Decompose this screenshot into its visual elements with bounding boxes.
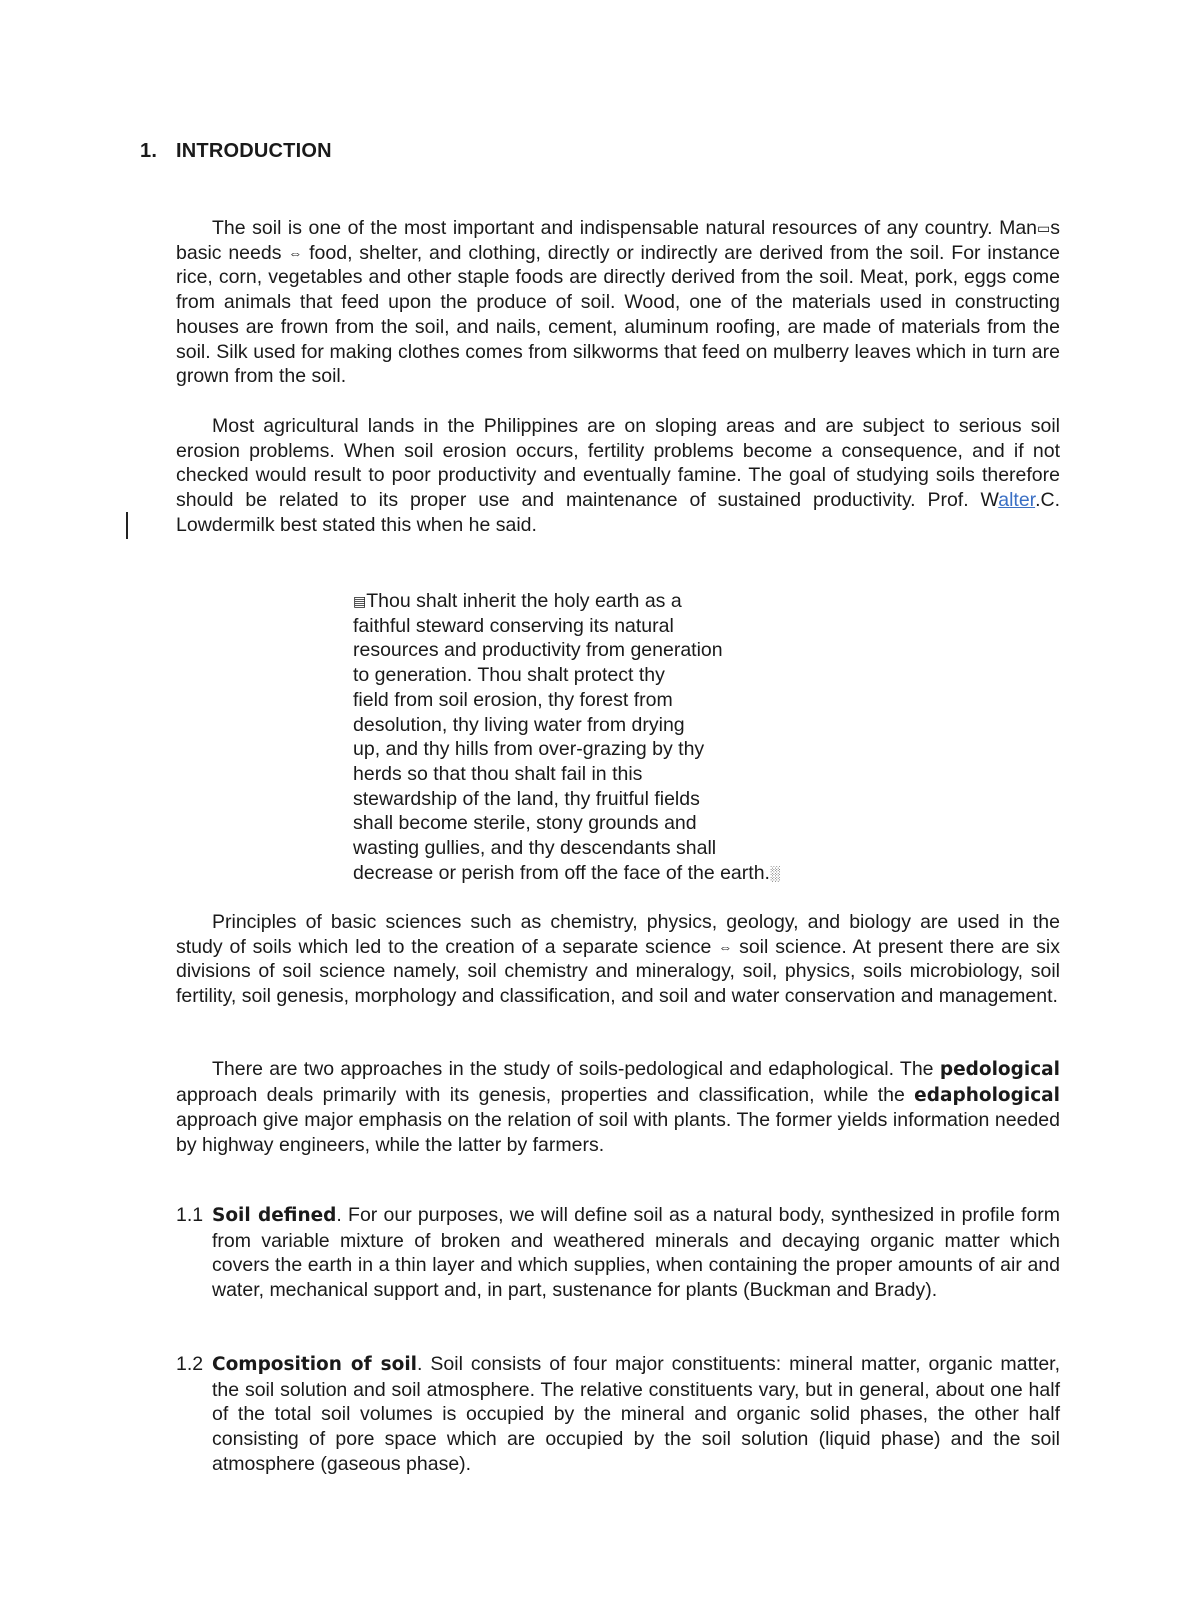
paragraph-basic-sciences bbox=[176, 910, 1060, 1009]
section-title: INTRODUCTION bbox=[176, 140, 332, 162]
quote-line: stewardship of the land, thy fruitful fields bbox=[353, 787, 700, 810]
paragraph-text: soil science. At present there are six divisions of soil science namely, soil chemistry and mineralogy, soil, physics, soils microbiology, soil fertility, soil genesis, morphology and classification, and soil and water conservation and management. bbox=[176, 935, 1060, 1008]
quote-line: resources and productivity from generation bbox=[353, 639, 723, 662]
quote-line: ▤Thou shalt inherit the holy earth as a bbox=[353, 590, 682, 612]
term-pedological: pedological bbox=[939, 1059, 1060, 1080]
quote-line: to generation. Thou shalt protect thy bbox=[353, 664, 665, 687]
subsection-body bbox=[212, 1352, 1060, 1477]
paragraph-text: The soil is one of the most important and indispensable natural resources of any country. Man bbox=[212, 217, 1038, 239]
text-cursor bbox=[126, 512, 128, 539]
quote-line: desolution, thy living water from drying bbox=[353, 713, 685, 736]
quote-line: herds so that thou shalt fail in this bbox=[353, 762, 643, 785]
subsection-number: 1.2 bbox=[176, 1353, 204, 1375]
placeholder-box-icon: ▭ bbox=[1037, 220, 1051, 236]
quote-line: shall become sterile, stony grounds and bbox=[353, 812, 697, 835]
paragraph-philippines-lands bbox=[176, 414, 1060, 538]
paragraph-text: food, shelter, and clothing, directly or indirectly are derived from the soil. For instance rice, corn, vegetables and other staple foods are directly derived from the soil. Meat, pork, eggs come from animals that feed upon the produce of soil. Wood, one of the materials used in constructing houses are frown from the soil, and nails, cement, aluminum roofing, are made of materials from the soil. Silk used for making clothes comes from silkworms that feed on mulberry leaves which in turn are grown from the soil. bbox=[176, 241, 1060, 388]
lowdermilk-quote bbox=[353, 589, 813, 885]
subsection-body bbox=[212, 1203, 1060, 1303]
subsection-term: Soil defined bbox=[212, 1205, 337, 1226]
subsection-text: . For our purposes, we will define soil as a natural body, synthesized in profile form from variable mixture of broken and weathered minerals and decaying organic matter which covers the earth in a thin layer and which supplies, when containing the proper amounts of air and water, mechanical support and, in part, sustenance for plants (Buckman and Brady). bbox=[212, 1204, 1061, 1302]
paragraph-soil-importance bbox=[176, 216, 1060, 389]
section-heading bbox=[140, 140, 332, 163]
open-quote-icon: ▤ bbox=[353, 593, 367, 609]
paragraph-text: approach deals primarily with its genesis, properties and classification, while the bbox=[176, 1083, 915, 1106]
paragraph-text: approach give major emphasis on the relation of soil with plants. The former yields information needed by highway engineers, while the latter by farmers. bbox=[176, 1109, 1060, 1157]
term-edaphological: edaphological bbox=[914, 1084, 1060, 1106]
quote-line: field from soil erosion, thy forest from bbox=[353, 688, 673, 711]
hyperlink-walter[interactable]: alter bbox=[998, 489, 1036, 512]
quote-line: decrease or perish from off the face of the earth.░ bbox=[353, 861, 780, 884]
paragraph-text: .C. Lowdermilk best stated this when he said. bbox=[176, 489, 1060, 536]
subsection-composition bbox=[176, 1352, 1060, 1477]
double-arrow-icon: ⇔ bbox=[288, 244, 303, 261]
subsection-text: . Soil consists of four major constituents: mineral matter, organic matter, the soil solution and soil atmosphere. The relative constituents vary, but in general, about one half of the total soil volumes is occupied by the mineral and organic solid phases, the other half consisting of pore space which are occupied by the soil solution (liquid phase) and the soil atmosphere (gaseous phase). bbox=[212, 1353, 1060, 1475]
subsection-soil-defined bbox=[176, 1203, 1060, 1303]
subsection-number: 1.1 bbox=[176, 1204, 204, 1226]
quote-line: up, and thy hills from over-grazing by thy bbox=[353, 738, 705, 761]
section-number: 1. bbox=[140, 140, 158, 162]
subsection-term: Composition of soil bbox=[212, 1354, 418, 1375]
paragraph-text: There are two approaches in the study of soils-pedological and edaphological. The bbox=[212, 1058, 940, 1080]
paragraph-text: s basic needs bbox=[176, 217, 1060, 264]
paragraph-text: Principles of basic sciences such as chemistry, physics, geology, and biology are used in the study of soils which led to the creation of a separate science bbox=[176, 911, 1060, 958]
quote-line: wasting gullies, and thy descendants shall bbox=[353, 837, 717, 860]
close-quote-icon: ░ bbox=[769, 864, 780, 881]
paragraph-text: Most agricultural lands in the Philippines are on sloping areas and are subject to serious soil erosion problems. When soil erosion occurs, fertility problems become a consequence, and if not checked would result to poor productivity and eventually famine. The goal of studying soils therefore should be related to its proper use and maintenance of sustained productivity. Prof. W bbox=[176, 415, 1060, 512]
paragraph-approaches bbox=[176, 1057, 1060, 1158]
double-arrow-icon: ⇔ bbox=[718, 938, 733, 955]
quote-line: faithful steward conserving its natural bbox=[353, 614, 674, 637]
